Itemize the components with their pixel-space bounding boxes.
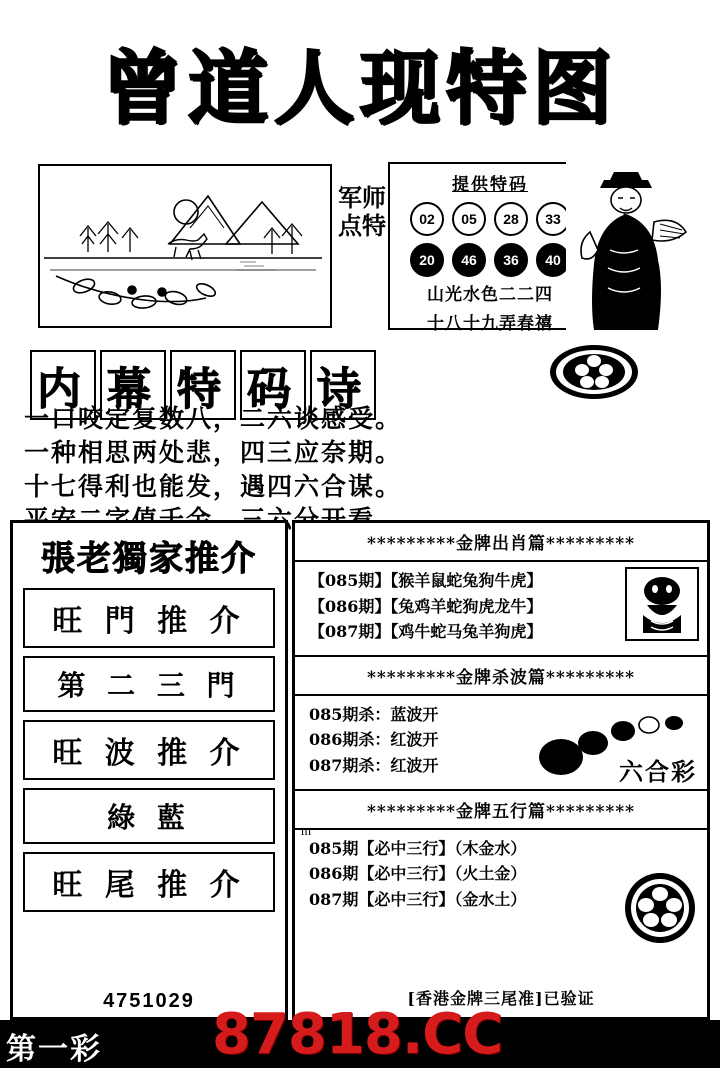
zodiac-seal-icon (625, 567, 699, 641)
left-panel-number: 4751029 (103, 990, 195, 1012)
zodiac-row: 【086期】【兔鸡羊蛇狗虎龙牛】 (309, 596, 543, 616)
flower-emblem-icon (546, 342, 642, 402)
divider (295, 655, 707, 657)
section-header-zodiac: *********金牌出肖篇********* (366, 534, 636, 554)
top-band (0, 158, 720, 338)
sage-figure-illustration (566, 158, 696, 336)
poem-title-char: 特 (170, 350, 236, 420)
left-panel-cell: 旺 尾 推 介 (23, 852, 275, 912)
section-header-kill-wave: *********金牌杀波篇********* (366, 667, 636, 688)
ball-row-1 (390, 202, 590, 236)
zodiac-row: 【087期】【鸡牛蛇马兔羊狗虎】 (309, 622, 543, 642)
poem-line: 一种相思两处悲，四三应奈期。 (24, 437, 403, 467)
five-elements-row: 085期【必中三行】（木金水） (309, 838, 527, 858)
left-panel-cell: 旺 門 推 介 (23, 588, 275, 648)
lottery-ball: 36 (494, 243, 528, 277)
junshi-label: 军师点特 (338, 183, 386, 240)
kill-wave-row: 087期杀：红波开 (309, 755, 439, 775)
left-recommendation-panel (10, 520, 288, 1020)
left-panel-cell: 旺 波 推 介 (23, 720, 275, 780)
lottery-ball: 40 (536, 243, 570, 277)
code-box (388, 162, 592, 335)
landscape-svg (40, 166, 326, 322)
left-panel-cell: 綠 藍 (23, 788, 275, 844)
lottery-ball: 20 (410, 243, 444, 277)
site-url: 87818.CC (212, 1002, 503, 1067)
poem-title-char: 诗 (310, 350, 376, 420)
bottom-bar (0, 1002, 720, 1068)
zodiac-row: 【085期】【猴羊鼠蛇兔狗牛虎】 (309, 571, 543, 590)
lotto-label: 六合彩 (619, 757, 697, 786)
poem-title-char: 内 (30, 350, 96, 420)
bottom-bar-label: 第一彩 (6, 1032, 102, 1067)
poem-title-char: 码 (240, 350, 306, 420)
code-box-poem-line-1: 山光水色二二四 (427, 285, 553, 305)
page-title: 曾道人现特图 (102, 41, 618, 135)
right-panel-footnote: [香港金牌三尾准]已验证 (407, 989, 595, 1008)
right-tips-panel (292, 520, 710, 1020)
lottery-ball: 28 (494, 202, 528, 236)
flower-seal-icon (623, 871, 697, 945)
landscape-illustration (38, 164, 332, 328)
m-watermark: m (301, 823, 312, 838)
poem-line: 十七得利也能发，遇四六合谋。 (24, 471, 403, 501)
ball-row-2 (390, 243, 590, 277)
poem-line: 一口咬定复数八，二六谈感受。 (24, 404, 403, 433)
left-panel-title: 張老獨家推介 (41, 539, 257, 579)
poem-title-char: 幕 (100, 350, 166, 420)
code-box-poem-line-2: 十八十九弄春禧 (427, 314, 553, 335)
lottery-ball: 05 (452, 202, 486, 236)
kill-wave-row: 085期杀：蓝波开 (309, 704, 439, 724)
lottery-ball: 46 (452, 243, 486, 277)
poem-lines (24, 402, 704, 537)
left-panel-cell: 第 二 三 門 (23, 656, 275, 712)
five-elements-row: 086期【必中三行】（火土金） (309, 864, 527, 884)
poem-section (0, 340, 720, 510)
section-header-five-elements: *********金牌五行篇********* (366, 801, 636, 822)
lotto-label-wrap (531, 709, 701, 789)
kill-wave-row: 086期杀：红波开 (309, 730, 439, 750)
lottery-ball: 33 (536, 202, 570, 236)
masthead (0, 28, 720, 148)
five-elements-row: 087期【必中三行】（金水土） (309, 889, 527, 909)
code-box-header: 提供特码 (452, 175, 528, 195)
lottery-ball: 02 (410, 202, 444, 236)
